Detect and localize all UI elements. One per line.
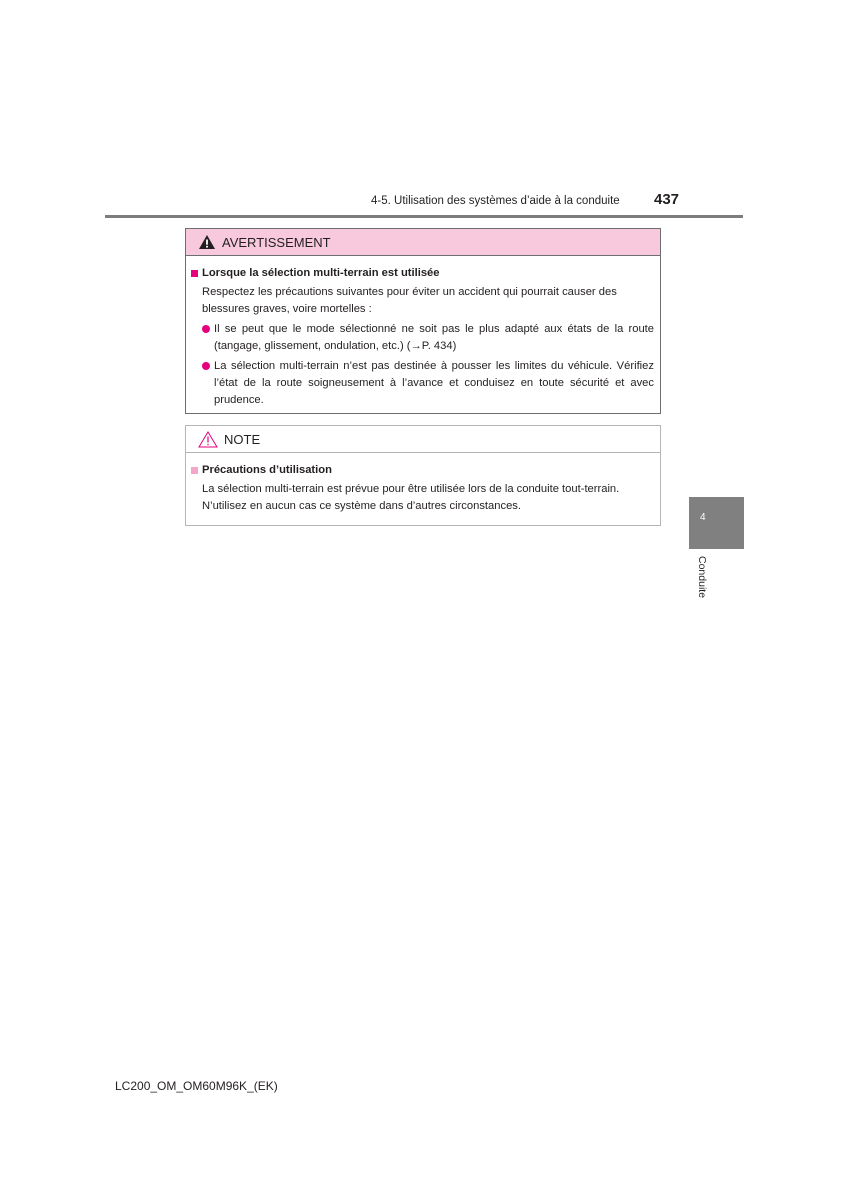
warning-triangle-icon (198, 234, 216, 250)
square-bullet-icon (191, 467, 198, 474)
warning-intro: Respectez les précautions suivantes pour éviter un accident qui pourrait causer des blessures graves, voire mortelles : (202, 286, 617, 315)
warning-header (186, 229, 660, 256)
list-item (191, 321, 654, 355)
header-rule (105, 215, 743, 218)
list-item (191, 358, 654, 409)
warning-subheading-text: Lorsque la sélection multi-terrain est utilisée (202, 267, 440, 279)
footer-code: LC200_OM_OM60M96K_(EK) (115, 1079, 278, 1093)
bullet-dot-icon (202, 325, 210, 333)
note-title: NOTE (224, 431, 261, 447)
bullet-text: Il se peut que le mode sélectionné ne soit pas le plus adapté aux états de la route (tangage, glissement, ondulation, etc.) (→P. 434) (214, 323, 654, 352)
note-box (185, 425, 661, 526)
warning-title: AVERTISSEMENT (222, 234, 331, 250)
note-subheading (191, 462, 654, 479)
square-bullet-icon (191, 270, 198, 277)
page-number: 437 (654, 191, 680, 208)
note-subheading-text: Précautions d’utilisation (202, 464, 332, 476)
warning-box (185, 228, 661, 414)
bullet-text: La sélection multi-terrain n’est pas destinée à pousser les limites du véhicule. Vérifiez l’état de la route soigneusement à l’avance et conduisez en toute sécurité et avec prudence. (214, 360, 654, 406)
note-body (186, 453, 660, 515)
note-triangle-icon (198, 431, 218, 448)
note-body-text: La sélection multi-terrain est prévue pour être utilisée lors de la conduite tout-terrain. N’utilisez en aucun cas ce système dans d’autres circonstances. (202, 483, 620, 512)
bullet-dot-icon (202, 362, 210, 370)
chapter-label: Conduite (696, 556, 708, 599)
chapter-number: 4 (700, 512, 706, 523)
note-header (186, 426, 660, 453)
warning-body (186, 256, 660, 409)
chapter-tab (689, 497, 744, 549)
header-section-title: 4-5. Utilisation des systèmes d’aide à la conduite (371, 195, 620, 207)
warning-subheading (191, 265, 654, 282)
